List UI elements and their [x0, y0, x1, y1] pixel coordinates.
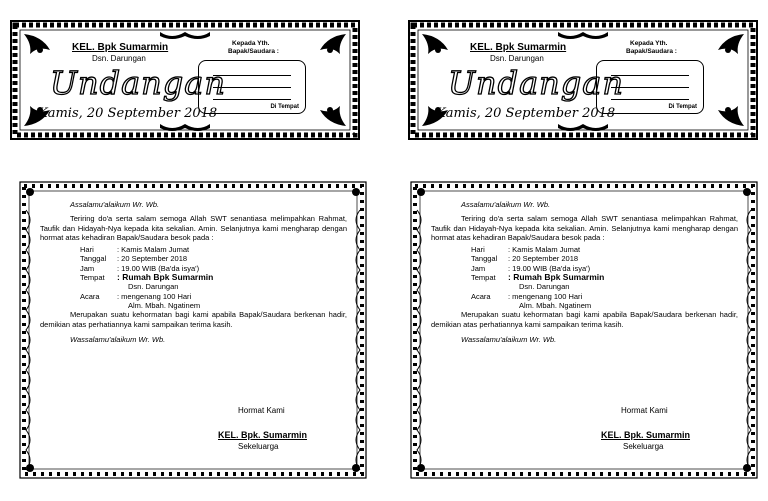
detail-label: Tanggal	[80, 254, 107, 264]
address-line	[213, 75, 291, 76]
intro-paragraph: Teriring do'a serta salam semoga Allah SWT senantiasa melimpahkan Rahmat, Taufik dan Hidayah-Nya kepada kita sekalian. Amin. Selanjutnya kami mengharap dengan hormat atas kehadiran Bapak/Saudara besok pada :	[40, 214, 347, 242]
detail-label: Hari	[471, 245, 485, 255]
opening-greeting: Assalamu'alaikum Wr. Wb.	[70, 200, 160, 209]
address-line	[611, 99, 689, 100]
detail-row	[471, 273, 738, 282]
event-date: Kamis, 20 September 2018	[436, 106, 616, 121]
address-line	[213, 87, 291, 88]
village-name: Dsn. Darungan	[92, 54, 146, 63]
detail-row	[80, 292, 347, 301]
detail-row	[471, 245, 738, 254]
detail-label: Tempat	[80, 273, 105, 283]
detail-row	[471, 292, 738, 301]
recipient-label: Bapak/Saudara :	[228, 48, 279, 55]
di-tempat-label: Di Tempat	[668, 104, 697, 110]
detail-label: Tempat	[471, 273, 496, 283]
signer-name: KEL. Bpk. Sumarmin	[601, 430, 691, 440]
hormat-kami: Hormat Kami	[238, 406, 285, 415]
detail-row	[80, 245, 347, 254]
address-box	[596, 60, 704, 114]
closing-paragraph: Merupakan suatu kehormatan bagi kami apabila Bapak/Saudara berkenan hadir, demikian atas perhatiannya kami sampaikan terima kasih.	[40, 310, 347, 329]
detail-value: : Kamis Malam Jumat	[508, 245, 581, 255]
detail-label: Jam	[80, 263, 95, 273]
detail-value: : Rumah Bpk Sumarmin	[117, 272, 214, 283]
detail-value: : mengenang 100 Hari	[117, 291, 192, 301]
detail-label: Hari	[80, 245, 94, 255]
detail-row	[80, 254, 347, 263]
closing-greeting: Wassalamu'alaikum Wr. Wb.	[461, 334, 557, 344]
detail-value: : 20 September 2018	[508, 254, 579, 264]
letter-card-left	[18, 180, 368, 480]
family-name: KEL. Bpk Sumarmin	[470, 42, 567, 53]
recipient-label: Bapak/Saudara :	[626, 48, 677, 55]
address-line	[213, 99, 291, 100]
intro-paragraph: Teriring do'a serta salam semoga Allah SWT senantiasa melimpahkan Rahmat, Taufik dan Hidayah-Nya kepada kita sekalian. Amin. Selanjutnya kami mengharap dengan hormat atas kehadiran Bapak/Saudara besok pada :	[431, 214, 738, 242]
invitation-title: Undangan	[50, 64, 226, 102]
envelope-card-left	[10, 20, 360, 140]
detail-value: : Rumah Bpk Sumarmin	[508, 272, 605, 283]
event-date: Kamis, 20 September 2018	[38, 106, 218, 121]
detail-label: Acara	[80, 291, 100, 301]
kepada-label: Kepada Yth.	[232, 40, 270, 47]
letter-body	[431, 200, 738, 344]
detail-label: Jam	[471, 263, 486, 273]
village-name: Dsn. Darungan	[490, 54, 544, 63]
address-line	[611, 87, 689, 88]
detail-sub: Alm. Mbah. Ngatinem	[128, 300, 201, 310]
event-details	[471, 245, 738, 310]
closing-paragraph: Merupakan suatu kehormatan bagi kami apabila Bapak/Saudara berkenan hadir, demikian atas perhatiannya kami sampaikan terima kasih.	[431, 310, 738, 329]
signer-name: KEL. Bpk. Sumarmin	[218, 430, 308, 440]
detail-row	[471, 254, 738, 263]
detail-label: Acara	[471, 291, 491, 301]
detail-sub: Dsn. Darungan	[128, 282, 179, 292]
detail-value: : mengenang 100 Hari	[508, 291, 583, 301]
di-tempat-label: Di Tempat	[270, 104, 299, 110]
detail-sub: Alm. Mbah. Ngatinem	[519, 300, 592, 310]
kepada-label: Kepada Yth.	[630, 40, 668, 47]
letter-card-right	[409, 180, 759, 480]
address-line	[611, 75, 689, 76]
detail-value: : Kamis Malam Jumat	[117, 245, 190, 255]
signer-role: Sekeluarga	[238, 442, 279, 451]
family-name: KEL. Bpk Sumarmin	[72, 42, 169, 53]
address-box	[198, 60, 306, 114]
envelope-card-right	[408, 20, 758, 140]
detail-row	[80, 273, 347, 282]
detail-value: : 19.00 WIB (Ba'da isya')	[508, 263, 591, 273]
opening-greeting: Assalamu'alaikum Wr. Wb.	[461, 200, 551, 209]
closing-greeting: Wassalamu'alaikum Wr. Wb.	[70, 334, 166, 344]
hormat-kami: Hormat Kami	[621, 406, 668, 415]
detail-value: : 19.00 WIB (Ba'da isya')	[117, 263, 200, 273]
detail-value: : 20 September 2018	[117, 254, 188, 264]
detail-label: Tanggal	[471, 254, 498, 264]
signer-role: Sekeluarga	[623, 442, 664, 451]
event-details	[80, 245, 347, 310]
detail-sub: Dsn. Darungan	[519, 282, 570, 292]
invitation-title: Undangan	[448, 64, 624, 102]
letter-body	[40, 200, 347, 344]
